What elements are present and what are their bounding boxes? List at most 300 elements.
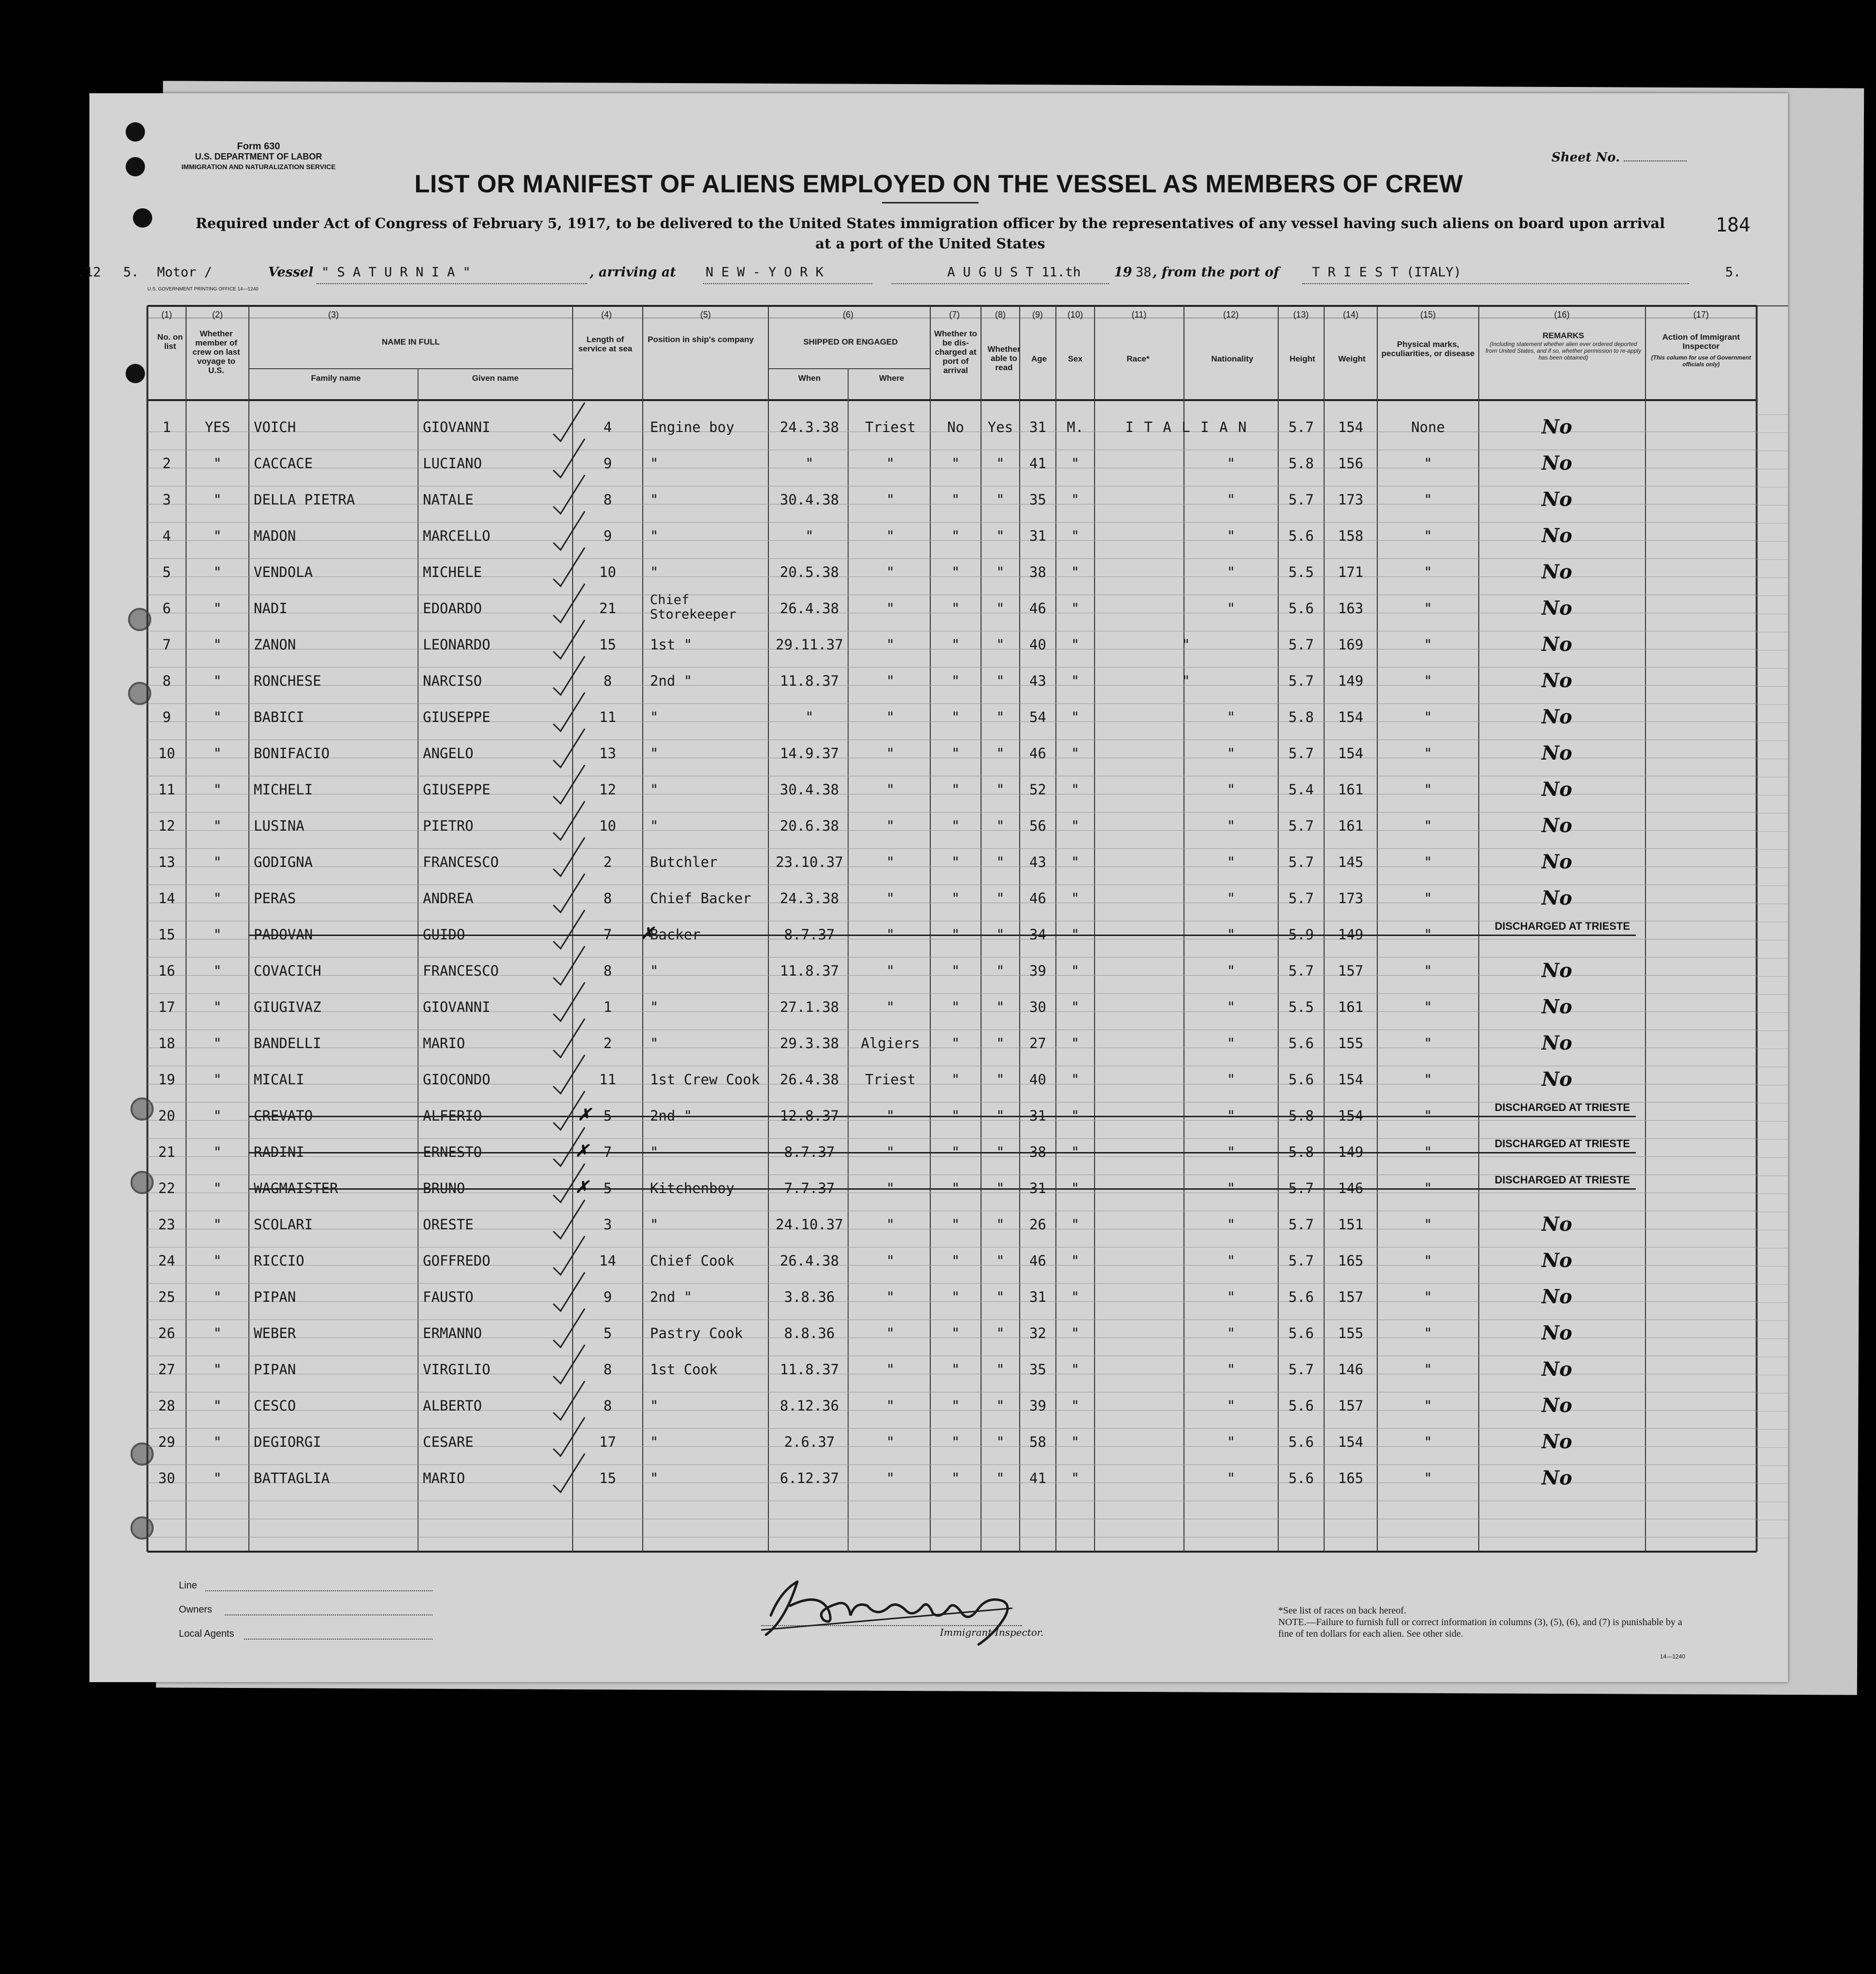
length-of-service: 8	[603, 491, 612, 508]
given-name: BRUNO	[423, 1180, 465, 1196]
nationality: "	[1227, 1144, 1236, 1160]
age: 54	[1029, 709, 1046, 725]
discharged: "	[951, 854, 960, 870]
family-name: DELLA PIETRA	[254, 491, 355, 508]
sex: "	[1071, 1325, 1080, 1341]
sex: "	[1071, 528, 1080, 544]
discharged: "	[951, 963, 960, 979]
header-able-read: Whether able to read	[987, 345, 1021, 372]
nationality: "	[1227, 1289, 1236, 1305]
age: 30	[1029, 999, 1046, 1015]
age: 52	[1029, 781, 1046, 798]
cancel-mark: ✗	[577, 1105, 592, 1124]
shipped-where: "	[886, 1253, 895, 1269]
row-number: 29	[158, 1434, 175, 1450]
able-to-read: "	[996, 854, 1005, 870]
length-of-service: 10	[599, 818, 616, 834]
length-of-service: 15	[599, 636, 616, 653]
length-of-service: 3	[603, 1216, 612, 1233]
row-number: 15	[158, 926, 175, 943]
departure-port: T R I E S T (ITALY)	[1312, 265, 1461, 280]
shipped-where: Triest	[865, 419, 916, 435]
remark-no: No	[1542, 1467, 1573, 1489]
nationality: "	[1227, 1253, 1236, 1269]
family-name: SCOLARI	[254, 1216, 313, 1233]
discharged: "	[951, 1144, 960, 1160]
discharged: "	[951, 1108, 960, 1124]
family-name: RADINI	[254, 1144, 304, 1160]
length-of-service: 9	[603, 528, 612, 544]
arriving-label: , arriving at	[590, 265, 676, 280]
footer-line-label: Line	[179, 1580, 197, 1591]
family-name: BANDELLI	[254, 1035, 321, 1052]
weight: 146	[1338, 1180, 1364, 1196]
remark-no: No	[1542, 778, 1573, 801]
row-number: 10	[158, 745, 175, 762]
row-number: 6	[162, 600, 171, 617]
header-nationality: Nationality	[1211, 354, 1254, 363]
family-name: PERAS	[254, 890, 296, 907]
member-last-voyage: "	[213, 1470, 222, 1486]
header-no-on-list: No. on list	[157, 332, 183, 351]
length-of-service: 2	[603, 854, 612, 870]
physical-marks: "	[1424, 528, 1432, 544]
shipped-when: 20.5.38	[779, 564, 839, 580]
member-last-voyage: "	[213, 890, 222, 907]
remark-no: No	[1542, 597, 1573, 620]
weight: 154	[1338, 1108, 1364, 1124]
member-last-voyage: "	[213, 1144, 222, 1160]
sex: "	[1071, 1470, 1080, 1486]
shipped-when: 20.6.38	[779, 818, 839, 834]
sex: "	[1071, 673, 1080, 689]
row-number: 4	[162, 528, 171, 544]
shipped-when: 23.10.37	[776, 854, 843, 870]
footer-agents-field	[244, 1639, 433, 1640]
physical-marks: "	[1424, 564, 1432, 580]
footer-owners-label: Owners	[179, 1604, 212, 1615]
able-to-read: "	[996, 1071, 1005, 1088]
column-number: (2)	[212, 310, 223, 319]
year: 38	[1136, 265, 1152, 280]
binder-hole	[126, 364, 145, 383]
row-number: 7	[162, 636, 171, 653]
shipped-where: "	[886, 1144, 895, 1160]
shipped-where: "	[886, 854, 895, 870]
row-number: 9	[162, 709, 171, 725]
shipped-where: "	[886, 1361, 895, 1378]
height: 5.6	[1288, 1470, 1314, 1486]
binder-hole	[126, 122, 145, 142]
nationality: "	[1227, 745, 1236, 762]
member-last-voyage: "	[213, 1180, 222, 1196]
remark-no: No	[1542, 1394, 1573, 1417]
member-last-voyage: "	[213, 781, 222, 798]
cancel-mark: ✗	[640, 924, 654, 943]
shipped-when: 30.4.38	[779, 491, 839, 508]
member-last-voyage: "	[213, 673, 222, 689]
age: 58	[1029, 1434, 1046, 1450]
shipped-where: "	[886, 1434, 895, 1450]
nationality: "	[1227, 528, 1236, 544]
shipped-where: "	[886, 781, 895, 798]
physical-marks: "	[1424, 1361, 1432, 1378]
able-to-read: "	[996, 1253, 1005, 1269]
member-last-voyage: "	[213, 926, 222, 943]
weight: 157	[1338, 963, 1364, 979]
able-to-read: "	[996, 455, 1005, 472]
family-name: COVACICH	[254, 963, 321, 979]
row-number: 28	[158, 1398, 175, 1414]
remark-discharged: DISCHARGED AT TRIESTE	[1495, 1174, 1630, 1186]
margin-mark: .12	[77, 265, 101, 280]
position: "	[650, 564, 659, 580]
physical-marks: "	[1424, 890, 1432, 907]
given-name: LEONARDO	[423, 636, 491, 653]
family-name: MICALI	[254, 1071, 304, 1088]
shipped-when: 11.8.37	[779, 963, 839, 979]
column-number: (3)	[328, 310, 339, 319]
age: 35	[1029, 1361, 1046, 1378]
weight: 161	[1338, 999, 1364, 1015]
able-to-read: "	[996, 564, 1005, 580]
nationality: "	[1227, 854, 1236, 870]
weight: 155	[1338, 1035, 1364, 1052]
column-number: (6)	[843, 310, 853, 319]
given-name: MARIO	[423, 1470, 465, 1486]
column-number: (12)	[1223, 310, 1239, 319]
port-line	[1302, 283, 1689, 284]
header-action: Action of Immigrant Inspector	[1662, 332, 1740, 351]
family-name: CREVATO	[254, 1108, 313, 1124]
header-name-in-full: NAME IN FULL	[382, 337, 440, 346]
position: "	[650, 1144, 659, 1160]
weight: 169	[1338, 636, 1364, 653]
position: "	[650, 455, 659, 472]
age: 31	[1029, 1289, 1046, 1305]
form-identifier	[157, 142, 360, 172]
shipped-when: 8.12.36	[779, 1398, 839, 1414]
vessel-name-line	[317, 283, 587, 284]
length-of-service: 8	[603, 1398, 612, 1414]
from-label: , from the port of	[1153, 265, 1279, 280]
printer-line: U.S. GOVERNMENT PRINTING OFFICE 14—1240	[147, 287, 259, 292]
given-name: NARCISO	[423, 673, 482, 689]
height: 5.7	[1288, 1361, 1314, 1378]
column-number: (14)	[1342, 310, 1358, 319]
able-to-read: "	[996, 1434, 1005, 1450]
length-of-service: 14	[599, 1253, 616, 1269]
shipped-where: "	[886, 745, 895, 762]
weight: 157	[1338, 1289, 1364, 1305]
shipped-when: "	[805, 455, 814, 472]
physical-marks: "	[1424, 1289, 1432, 1305]
nationality: "	[1227, 1470, 1236, 1486]
sex: M.	[1067, 419, 1084, 435]
given-name: MARIO	[423, 1035, 465, 1052]
able-to-read: "	[996, 1144, 1005, 1160]
position: "	[650, 491, 659, 508]
arriving-line	[703, 283, 872, 284]
shipped-when: 11.8.37	[779, 673, 839, 689]
given-name: LUCIANO	[423, 455, 482, 472]
able-to-read: "	[996, 528, 1005, 544]
physical-marks: "	[1424, 999, 1432, 1015]
header-physical: Physical marks, peculiarities, or disease	[1381, 340, 1475, 358]
weight: 156	[1338, 455, 1364, 472]
member-last-voyage: YES	[204, 419, 231, 435]
weight: 149	[1338, 673, 1364, 689]
sex: "	[1071, 709, 1080, 725]
header-family-name: Family name	[311, 374, 361, 383]
age: 26	[1029, 1216, 1046, 1233]
nationality: "	[1227, 1398, 1236, 1414]
discharged: "	[951, 1361, 960, 1378]
sex: "	[1071, 1216, 1080, 1233]
nationality: "	[1227, 1108, 1236, 1124]
header-height: Height	[1289, 354, 1315, 363]
shipped-where: Triest	[865, 1071, 916, 1088]
length-of-service: 8	[603, 890, 612, 907]
age: 32	[1029, 1325, 1046, 1341]
note-races: *See list of races on back hereof.	[1278, 1605, 1406, 1616]
able-to-read: "	[996, 673, 1005, 689]
sex: "	[1071, 1071, 1080, 1088]
sex: "	[1071, 963, 1080, 979]
weight: 161	[1338, 818, 1364, 834]
age: 31	[1029, 419, 1046, 435]
row-number: 3	[162, 491, 171, 508]
remark-no: No	[1542, 850, 1573, 873]
weight: 157	[1338, 1398, 1364, 1414]
discharged: "	[951, 1398, 960, 1414]
remark-no: No	[1542, 633, 1573, 656]
able-to-read: "	[996, 999, 1005, 1015]
form-number: Form 630	[237, 141, 280, 152]
header-action-note: (This column for use of Government officials only)	[1651, 354, 1751, 368]
family-name: RONCHESE	[254, 673, 321, 689]
shipped-when: 29.11.37	[776, 636, 843, 653]
nationality: "	[1227, 455, 1236, 472]
remark-no: No	[1542, 1213, 1573, 1236]
able-to-read: "	[996, 890, 1005, 907]
age: 41	[1029, 1470, 1046, 1486]
height: 5.8	[1288, 1144, 1314, 1160]
position: 1st "	[650, 636, 693, 653]
row-number: 24	[158, 1253, 175, 1269]
member-last-voyage: "	[213, 600, 222, 617]
discharged: "	[951, 1325, 960, 1341]
age: 43	[1029, 673, 1046, 689]
height: 5.7	[1288, 636, 1314, 653]
physical-marks: "	[1424, 1398, 1432, 1414]
sex: "	[1071, 890, 1080, 907]
weight: 158	[1338, 528, 1364, 544]
nationality: "	[1227, 600, 1236, 617]
length-of-service: 12	[599, 781, 616, 798]
note-fine: NOTE.—Failure to furnish full or correct information in columns (3), (5), (6), and (7) is punishable by a fine of ten dollars for each alien. See other side.	[1278, 1617, 1682, 1639]
family-name: WEBER	[254, 1325, 296, 1341]
discharged: "	[951, 1470, 960, 1486]
discharged: "	[951, 1035, 960, 1052]
nationality: "	[1227, 1035, 1236, 1052]
length-of-service: 17	[599, 1434, 616, 1450]
remark-no: No	[1542, 488, 1573, 511]
row-number: 16	[158, 963, 175, 979]
remark-no: No	[1542, 1032, 1573, 1054]
height: 5.7	[1288, 818, 1314, 834]
able-to-read: "	[996, 600, 1005, 617]
able-to-read: "	[996, 709, 1005, 725]
column-number: (15)	[1420, 310, 1436, 319]
position: Pastry Cook	[650, 1325, 743, 1341]
height: 5.6	[1288, 1289, 1314, 1305]
physical-marks: "	[1424, 1180, 1432, 1196]
height: 5.7	[1288, 673, 1314, 689]
strike-through-line	[249, 1116, 1636, 1117]
member-last-voyage: "	[213, 491, 222, 508]
given-name: GIOCONDO	[423, 1071, 491, 1088]
position: "	[650, 1434, 659, 1450]
height: 5.8	[1288, 455, 1314, 472]
length-of-service: 13	[599, 745, 616, 762]
header-length-service: Length of service at sea	[578, 335, 633, 353]
physical-marks: "	[1424, 854, 1432, 870]
member-last-voyage: "	[213, 564, 222, 580]
family-name: BABICI	[254, 709, 304, 725]
height: 5.5	[1288, 564, 1314, 580]
member-last-voyage: "	[213, 636, 222, 653]
position: "	[650, 1035, 659, 1052]
given-name: NATALE	[423, 491, 474, 508]
age: 31	[1029, 1180, 1046, 1196]
weight: 173	[1338, 890, 1364, 907]
length-of-service: 10	[599, 564, 616, 580]
position: "	[650, 963, 659, 979]
age: 39	[1029, 1398, 1046, 1414]
length-of-service: 11	[599, 1071, 616, 1088]
vessel-name: " S A T U R N I A "	[321, 265, 471, 280]
length-of-service: 7	[603, 1144, 612, 1160]
height: 5.6	[1288, 1325, 1314, 1341]
member-last-voyage: "	[213, 1035, 222, 1052]
shipped-where: "	[886, 564, 895, 580]
shipped-where: "	[886, 636, 895, 653]
length-of-service: 8	[603, 963, 612, 979]
row-number: 2	[162, 455, 171, 472]
physical-marks: "	[1424, 673, 1432, 689]
shipped-where: "	[886, 1325, 895, 1341]
sex: "	[1071, 745, 1080, 762]
given-name: ERMANNO	[423, 1325, 482, 1341]
family-name: VENDOLA	[254, 564, 313, 580]
member-last-voyage: "	[213, 818, 222, 834]
weight: 154	[1338, 709, 1364, 725]
family-name: PIPAN	[254, 1289, 296, 1305]
age: 46	[1029, 600, 1046, 617]
member-last-voyage: "	[213, 1289, 222, 1305]
header-sex: Sex	[1068, 354, 1083, 363]
given-name: FRANCESCO	[423, 854, 499, 870]
discharged: "	[951, 999, 960, 1015]
discharged: "	[951, 564, 960, 580]
shipped-where: "	[886, 1108, 895, 1124]
shipped-when: 8.7.37	[784, 1144, 835, 1160]
race: "	[1182, 673, 1191, 689]
family-name: MICHELI	[254, 781, 313, 798]
nationality: "	[1227, 818, 1236, 834]
sex: "	[1071, 636, 1080, 653]
shipped-when: 8.7.37	[784, 926, 835, 943]
department: U.S. DEPARTMENT OF LABOR	[195, 152, 322, 161]
remark-no: No	[1542, 995, 1573, 1018]
able-to-read: "	[996, 1398, 1005, 1414]
footer-owners-field	[225, 1614, 433, 1615]
nationality: "	[1227, 1216, 1236, 1233]
discharged: No	[947, 419, 964, 435]
sex: "	[1071, 1144, 1080, 1160]
shipped-where: "	[886, 528, 895, 544]
row-number: 26	[158, 1325, 175, 1341]
date-line	[892, 283, 1109, 284]
family-name: GODIGNA	[254, 854, 313, 870]
position: "	[650, 999, 659, 1015]
able-to-read: "	[996, 1180, 1005, 1196]
given-name: ERNESTO	[423, 1144, 482, 1160]
sex: "	[1071, 1289, 1080, 1305]
family-name: MADON	[254, 528, 296, 544]
physical-marks: "	[1424, 745, 1432, 762]
shipped-when: 26.4.38	[779, 1253, 839, 1269]
footer-line-field	[205, 1590, 433, 1591]
shipped-when: 6.12.37	[779, 1470, 839, 1486]
column-number: (4)	[601, 310, 612, 319]
shipped-when: 12.8.37	[779, 1108, 839, 1124]
row-number: 11	[158, 781, 175, 798]
able-to-read: "	[996, 1216, 1005, 1233]
able-to-read: "	[996, 818, 1005, 834]
header-age: Age	[1031, 354, 1047, 363]
position: "	[650, 1216, 659, 1233]
able-to-read: "	[996, 1289, 1005, 1305]
sheet-number-label: Sheet No.	[1551, 150, 1620, 165]
member-last-voyage: "	[213, 1361, 222, 1378]
position: 2nd "	[650, 673, 693, 689]
signature-line	[761, 1625, 1022, 1626]
member-last-voyage: "	[213, 963, 222, 979]
column-number: (8)	[995, 310, 1006, 319]
header-weight: Weight	[1338, 354, 1366, 363]
age: 38	[1029, 564, 1046, 580]
nationality: "	[1227, 1325, 1236, 1341]
able-to-read: "	[996, 926, 1005, 943]
discharged: "	[951, 636, 960, 653]
given-name: CESARE	[423, 1434, 474, 1450]
cancel-mark: ✗	[575, 1178, 589, 1197]
family-name: BONIFACIO	[254, 745, 330, 762]
strike-through-line	[249, 1152, 1636, 1153]
height: 5.7	[1288, 890, 1314, 907]
row-number: 30	[158, 1470, 175, 1486]
able-to-read: "	[996, 491, 1005, 508]
shipped-where: "	[886, 1470, 895, 1486]
remark-no: No	[1542, 706, 1573, 728]
age: 31	[1029, 528, 1046, 544]
member-last-voyage: "	[213, 1325, 222, 1341]
arrival-date: A U G U S T 11.th	[947, 265, 1081, 280]
row-number: 8	[162, 673, 171, 689]
sex: "	[1071, 564, 1080, 580]
